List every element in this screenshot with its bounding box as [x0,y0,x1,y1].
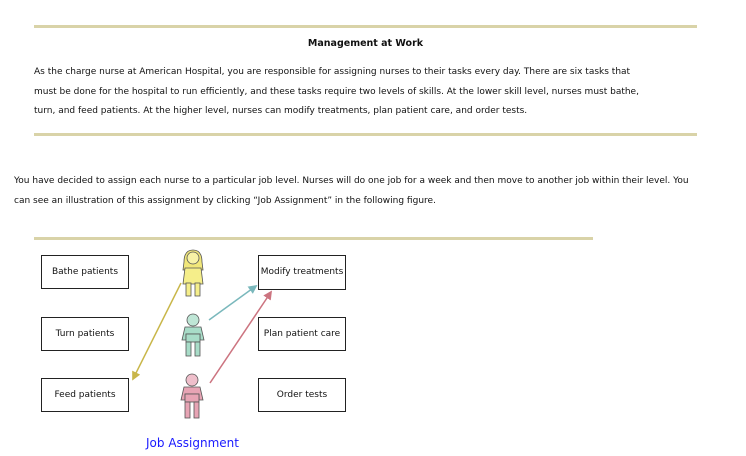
arrow-pink-to-modify [210,292,271,383]
intro-line-1: You have decided to assign each nurse to a particular job level. Nurses will do one job for a week and then move to another job within their level. You [14,176,689,186]
intro-line-2: can see an illustration of this assignment by clicking “Job Assignment” in the following figure. [14,195,436,206]
task-feed-patients: Feed patients [41,378,129,412]
box-line-3: turn, and feed patients. At the higher level, nurses can modify treatments, plan patient care, and order tests. [34,106,528,116]
task-bathe-patients: Bathe patients [41,255,129,289]
nurse-pink-icon [181,374,203,418]
nurse-yellow-icon [183,250,203,296]
task-turn-patients: Turn patients [41,317,129,351]
task-modify-treatments: Modify treatments [258,255,346,290]
arrow-yellow-to-feed [133,283,181,379]
box-title: Management at Work [307,38,424,49]
task-order-tests: Order tests [258,378,346,412]
nurse-teal-icon [182,314,204,356]
arrow-teal-to-modify [209,286,256,320]
box-line-1: As the charge nurse at American Hospital, you are responsible for assigning nurses to their tasks every day. There are six tasks that [34,67,631,77]
box-line-2: must be done for the hospital to run efficiently, and these tasks require two levels of skills. At the lower skill level, nurses must bathe, [34,86,639,97]
task-plan-patient-care: Plan patient care [258,317,346,351]
job-assignment-link[interactable]: Job Assignment [146,436,239,450]
